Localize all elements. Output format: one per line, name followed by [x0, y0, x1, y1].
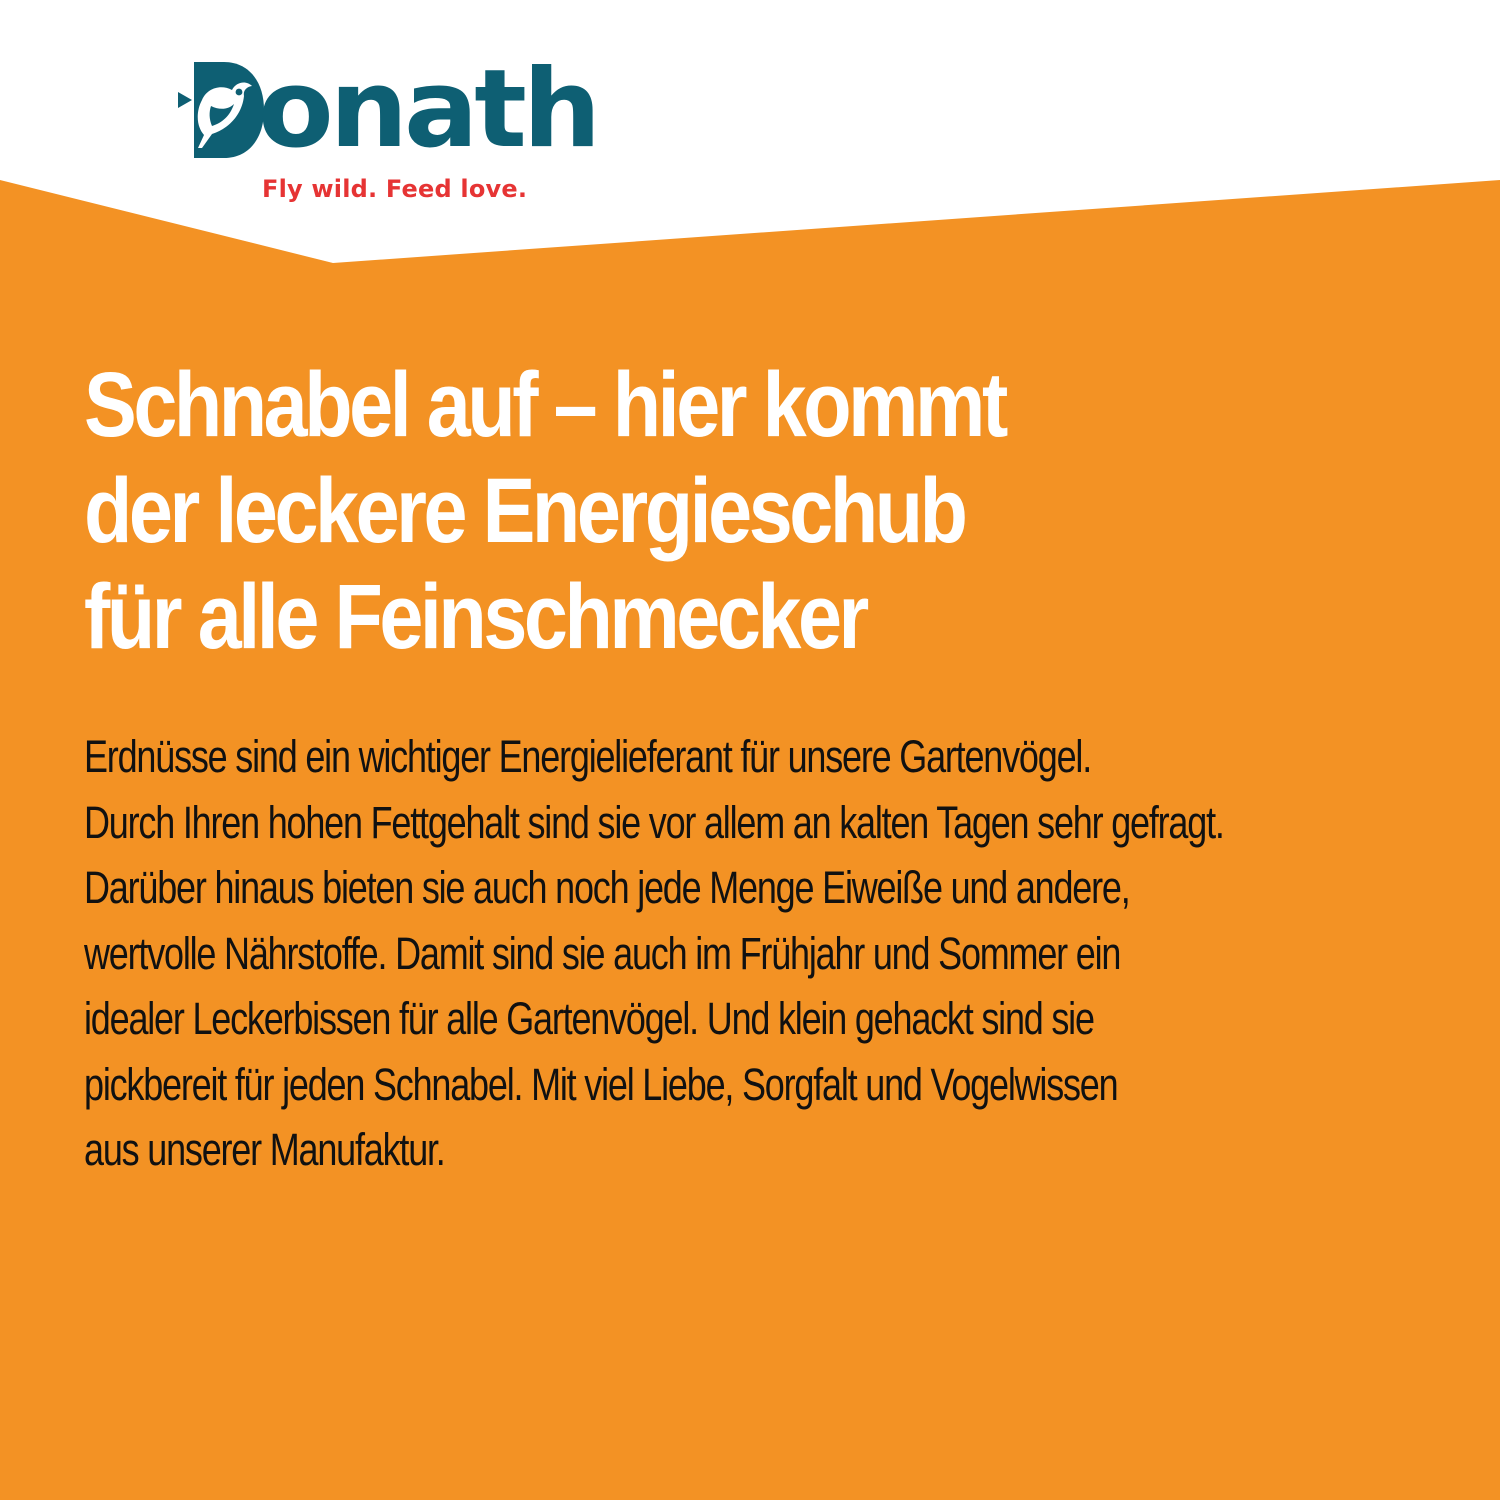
headline-line-2: der leckere Energieschub [84, 460, 965, 562]
headline [84, 352, 1155, 670]
description-line-7: aus unserer Manufaktur. [84, 1124, 445, 1175]
donath-wordmark [176, 47, 598, 172]
description-line-1: Erdnüsse sind ein wichtiger Energielieferant für unsere Gartenvögel. [84, 731, 1091, 782]
description-line-6: pickbereit für jeden Schnabel. Mit viel Liebe, Sorgfalt und Vogelwissen [84, 1058, 1118, 1110]
description-line-2: Durch Ihren hohen Fettgehalt sind sie vor allem an kalten Tagen sehr gefragt. [84, 796, 1224, 848]
headline-line-3: für alle Feinschmecker [84, 566, 866, 668]
product-description [84, 724, 1500, 1183]
description-line-5: idealer Leckerbissen für alle Gartenvögel. Und klein gehackt sind sie [84, 993, 1094, 1044]
headline-line-1: Schnabel auf – hier kommt [84, 354, 1005, 456]
brand-wordmark: onath [258, 47, 598, 172]
brand-tagline: Fly wild. Feed love. [262, 175, 528, 203]
description-line-4: wertvolle Nährstoffe. Damit sind sie auch im Frühjahr und Sommer ein [84, 927, 1121, 979]
description-line-3: Darüber hinaus bieten sie auch noch jede Menge Eiweiße und andere, [84, 862, 1130, 913]
bird-icon [176, 62, 264, 158]
